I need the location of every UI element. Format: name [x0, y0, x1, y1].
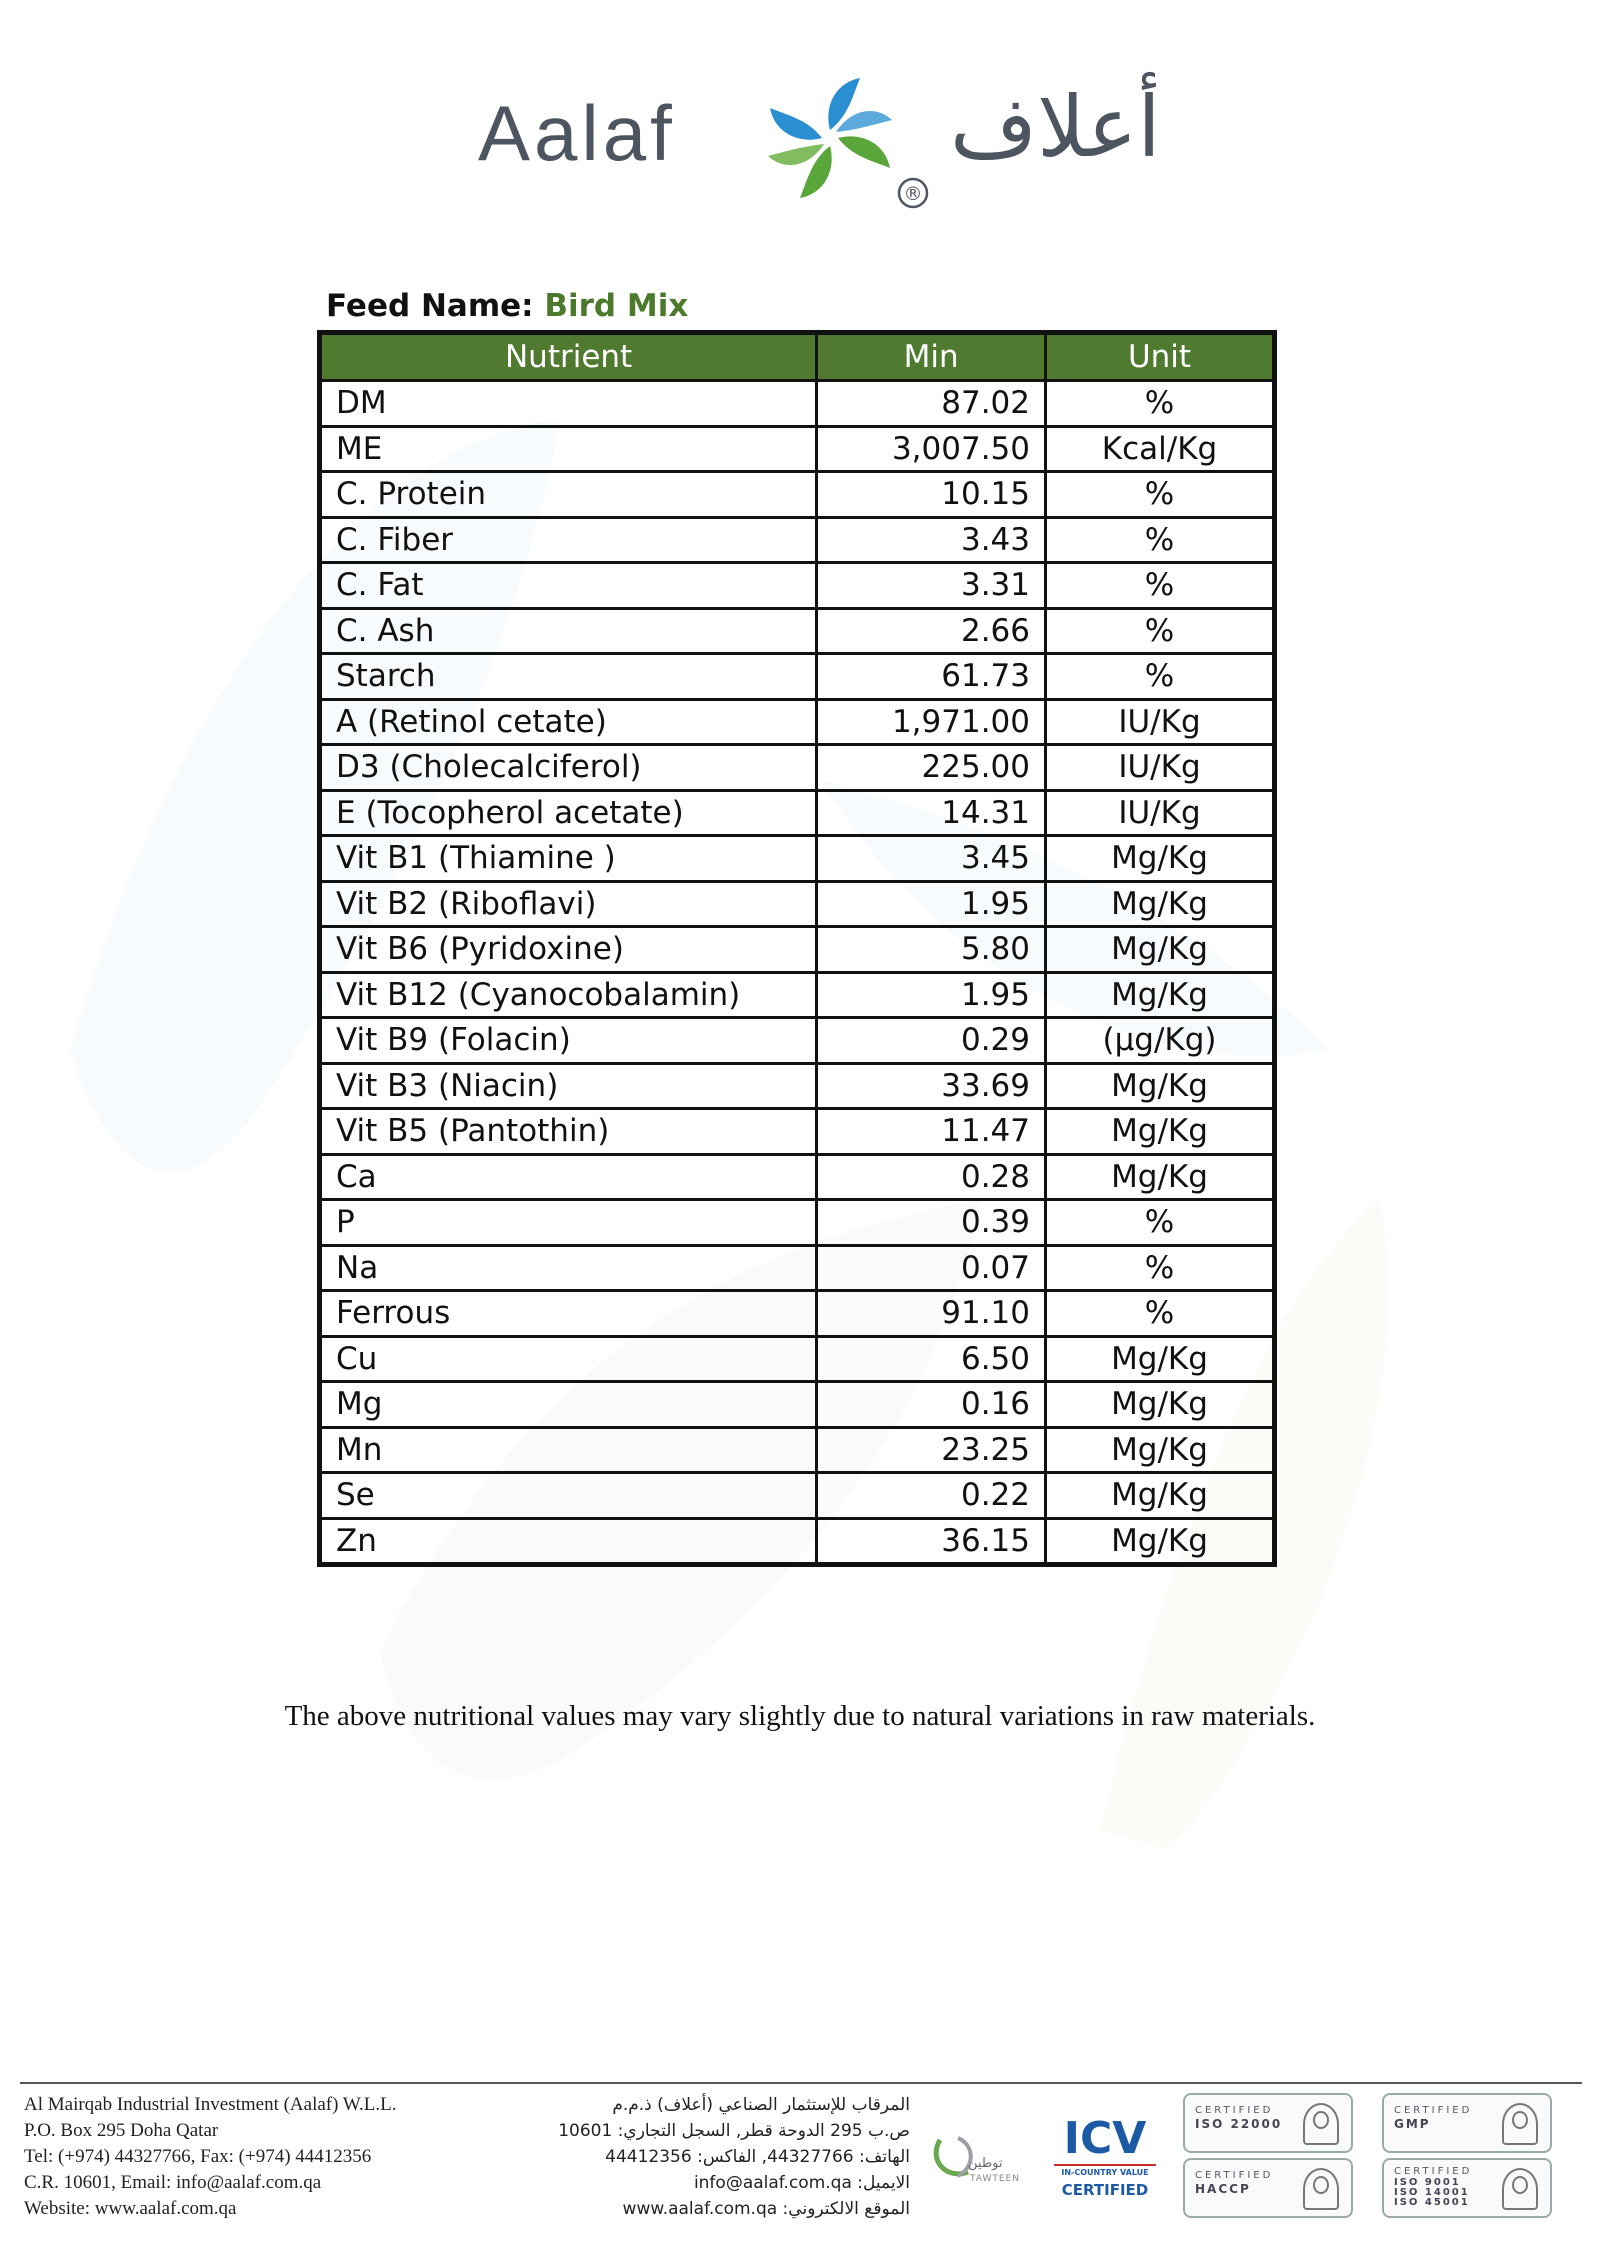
cert-label: CERTIFIED	[1394, 2105, 1473, 2116]
unit-cell: Mg/Kg	[1046, 836, 1275, 882]
table-row	[320, 1154, 1275, 1200]
icv-certified: CERTIFIED	[1061, 2181, 1149, 2199]
nutrient-cell: Vit B2 (Riboflavi)	[320, 881, 817, 927]
nutrient-cell: Na	[320, 1245, 817, 1291]
address-line: Tel: (+974) 44327766, Fax: (+974) 44412356	[24, 2146, 372, 2167]
unit-cell: Mg/Kg	[1046, 1382, 1275, 1428]
table-row	[320, 1473, 1275, 1519]
min-value-cell: 0.16	[817, 1382, 1046, 1428]
min-value-cell: 10.15	[817, 472, 1046, 518]
cert-label: CERTIFIED	[1195, 2170, 1274, 2181]
table-row	[320, 654, 1275, 700]
table-row	[320, 1518, 1275, 1565]
min-value-cell: 0.39	[817, 1200, 1046, 1246]
footer-address-en	[24, 2092, 397, 2222]
unit-cell: %	[1046, 1291, 1275, 1337]
nutrient-cell: Se	[320, 1473, 817, 1519]
unit-cell: (µg/Kg)	[1046, 1018, 1275, 1064]
table-row	[320, 472, 1275, 518]
table-row	[320, 699, 1275, 745]
address-line-ar: الايميل: info@aalaf.com.qa	[693, 2173, 910, 2193]
min-value-cell: 3.31	[817, 563, 1046, 609]
table-row	[320, 881, 1275, 927]
table-body	[320, 381, 1275, 1565]
nutrient-cell: Ferrous	[320, 1291, 817, 1337]
address-line-ar: المرقاب للإستثمار الصناعي (أعلاف) ذ.م.م	[612, 2095, 910, 2115]
min-value-cell: 3.43	[817, 517, 1046, 563]
table-row	[320, 927, 1275, 973]
table-row	[320, 563, 1275, 609]
address-line: P.O. Box 295 Doha Qatar	[24, 2120, 219, 2141]
unit-cell: %	[1046, 381, 1275, 427]
min-value-cell: 14.31	[817, 790, 1046, 836]
nutrient-cell: C. Ash	[320, 608, 817, 654]
unit-cell: IU/Kg	[1046, 699, 1275, 745]
address-line-ar: الموقع الالكتروني: www.aalaf.com.qa	[622, 2199, 910, 2219]
unit-cell: Kcal/Kg	[1046, 426, 1275, 472]
cert-badge-gmp	[1382, 2093, 1552, 2153]
feed-name	[326, 288, 688, 324]
cert-badge-iso22000	[1183, 2093, 1353, 2153]
unit-cell: IU/Kg	[1046, 745, 1275, 791]
unit-cell: IU/Kg	[1046, 790, 1275, 836]
nutrient-cell: Starch	[320, 654, 817, 700]
table-row	[320, 1063, 1275, 1109]
table-row	[320, 790, 1275, 836]
table-row	[320, 1336, 1275, 1382]
min-value-cell: 5.80	[817, 927, 1046, 973]
min-value-cell: 225.00	[817, 745, 1046, 791]
table-row	[320, 517, 1275, 563]
unit-cell: Mg/Kg	[1046, 1473, 1275, 1519]
cert-standard: HACCP	[1195, 2182, 1251, 2196]
address-line-ar: الهاتف: 44327766, الفاكس: 44412356	[605, 2147, 910, 2167]
unit-cell: Mg/Kg	[1046, 1427, 1275, 1473]
header-min: Min	[817, 333, 1046, 381]
table-row	[320, 1382, 1275, 1428]
unit-cell: Mg/Kg	[1046, 972, 1275, 1018]
bureau-veritas-seal-icon	[1303, 2103, 1339, 2145]
nutrient-cell: C. Fat	[320, 563, 817, 609]
nutrient-cell: D3 (Cholecalciferol)	[320, 745, 817, 791]
table-row	[320, 608, 1275, 654]
min-value-cell: 23.25	[817, 1427, 1046, 1473]
aalaf-logo-icon	[745, 60, 945, 220]
registered-mark: ®	[903, 183, 923, 205]
unit-cell: %	[1046, 1200, 1275, 1246]
cert-badge-haccp	[1183, 2158, 1353, 2218]
nutrient-cell: E (Tocopherol acetate)	[320, 790, 817, 836]
header-unit: Unit	[1046, 333, 1275, 381]
unit-cell: %	[1046, 654, 1275, 700]
address-line: Website: www.aalaf.com.qa	[24, 2198, 237, 2219]
footer-divider	[20, 2082, 1582, 2084]
unit-cell: Mg/Kg	[1046, 1109, 1275, 1155]
min-value-cell: 61.73	[817, 654, 1046, 700]
nutrient-cell: P	[320, 1200, 817, 1246]
header-nutrient: Nutrient	[320, 333, 817, 381]
min-value-cell: 1.95	[817, 881, 1046, 927]
min-value-cell: 33.69	[817, 1063, 1046, 1109]
nutrient-cell: Vit B12 (Cyanocobalamin)	[320, 972, 817, 1018]
nutrient-cell: Zn	[320, 1518, 817, 1565]
nutrient-cell: ME	[320, 426, 817, 472]
min-value-cell: 1,971.00	[817, 699, 1046, 745]
footer-address-ar	[470, 2092, 910, 2222]
unit-cell: Mg/Kg	[1046, 1063, 1275, 1109]
nutrient-cell: Vit B3 (Niacin)	[320, 1063, 817, 1109]
min-value-cell: 87.02	[817, 381, 1046, 427]
table-row	[320, 1109, 1275, 1155]
nutrient-cell: A (Retinol cetate)	[320, 699, 817, 745]
table-row	[320, 1427, 1275, 1473]
nutrient-cell: Cu	[320, 1336, 817, 1382]
unit-cell: Mg/Kg	[1046, 881, 1275, 927]
unit-cell: Mg/Kg	[1046, 1518, 1275, 1565]
nutrient-cell: Vit B6 (Pyridoxine)	[320, 927, 817, 973]
table-header-row	[320, 333, 1275, 381]
table-row	[320, 1245, 1275, 1291]
cert-standard: ISO 22000	[1195, 2117, 1283, 2131]
unit-cell: %	[1046, 563, 1275, 609]
unit-cell: %	[1046, 608, 1275, 654]
unit-cell: %	[1046, 1245, 1275, 1291]
table-row	[320, 381, 1275, 427]
cert-standard: ISO 9001 ISO 14001 ISO 45001	[1394, 2177, 1470, 2208]
feed-name-value: Bird Mix	[544, 288, 689, 324]
min-value-cell: 0.29	[817, 1018, 1046, 1064]
cert-label: CERTIFIED	[1394, 2166, 1473, 2177]
unit-cell: Mg/Kg	[1046, 927, 1275, 973]
table-row	[320, 745, 1275, 791]
icv-logo	[1040, 2113, 1170, 2199]
min-value-cell: 91.10	[817, 1291, 1046, 1337]
min-value-cell: 0.28	[817, 1154, 1046, 1200]
icv-subtitle: IN-COUNTRY VALUE	[1054, 2164, 1156, 2177]
nutrient-cell: C. Fiber	[320, 517, 817, 563]
tawteen-label-ar: توطين	[968, 2156, 1003, 2171]
min-value-cell: 36.15	[817, 1518, 1046, 1565]
nutrient-cell: Vit B5 (Pantothin)	[320, 1109, 817, 1155]
nutrient-table	[317, 330, 1277, 1567]
unit-cell: %	[1046, 472, 1275, 518]
table-row	[320, 836, 1275, 882]
min-value-cell: 0.07	[817, 1245, 1046, 1291]
logo-text-en: Aalaf	[478, 89, 676, 177]
nutrient-cell: DM	[320, 381, 817, 427]
min-value-cell: 3.45	[817, 836, 1046, 882]
address-line: C.R. 10601, Email: info@aalaf.com.qa	[24, 2172, 322, 2193]
table-row	[320, 1200, 1275, 1246]
unit-cell: Mg/Kg	[1046, 1154, 1275, 1200]
bureau-veritas-seal-icon	[1502, 2103, 1538, 2145]
nutrient-cell: C. Protein	[320, 472, 817, 518]
nutrient-cell: Ca	[320, 1154, 817, 1200]
table-row	[320, 426, 1275, 472]
cert-standard: GMP	[1394, 2117, 1431, 2131]
min-value-cell: 3,007.50	[817, 426, 1046, 472]
logo-text-ar: أعلاف	[950, 78, 1161, 176]
unit-cell: %	[1046, 517, 1275, 563]
tawteen-label-en: TAWTEEN	[970, 2174, 1020, 2184]
min-value-cell: 2.66	[817, 608, 1046, 654]
nutrient-cell: Mg	[320, 1382, 817, 1428]
min-value-cell: 6.50	[817, 1336, 1046, 1382]
cert-label: CERTIFIED	[1195, 2105, 1274, 2116]
table-row	[320, 972, 1275, 1018]
nutrient-cell: Vit B9 (Folacin)	[320, 1018, 817, 1064]
min-value-cell: 0.22	[817, 1473, 1046, 1519]
nutrient-cell: Mn	[320, 1427, 817, 1473]
disclaimer-text: The above nutritional values may vary slightly due to natural variations in raw materials.	[284, 1700, 1316, 1732]
address-line: Al Mairqab Industrial Investment (Aalaf) W.L.L.	[24, 2094, 397, 2115]
min-value-cell: 1.95	[817, 972, 1046, 1018]
cert-badge-iso-multi	[1382, 2158, 1552, 2218]
feed-name-label: Feed Name:	[326, 288, 534, 324]
table-row	[320, 1291, 1275, 1337]
address-line-ar: ص.ب 295 الدوحة قطر, السجل التجاري: 10601	[558, 2121, 910, 2141]
icv-title: ICV	[1063, 2113, 1147, 2164]
nutrient-cell: Vit B1 (Thiamine )	[320, 836, 817, 882]
table-row	[320, 1018, 1275, 1064]
bureau-veritas-seal-icon	[1502, 2168, 1538, 2210]
unit-cell: Mg/Kg	[1046, 1336, 1275, 1382]
bureau-veritas-seal-icon	[1303, 2168, 1339, 2210]
min-value-cell: 11.47	[817, 1109, 1046, 1155]
